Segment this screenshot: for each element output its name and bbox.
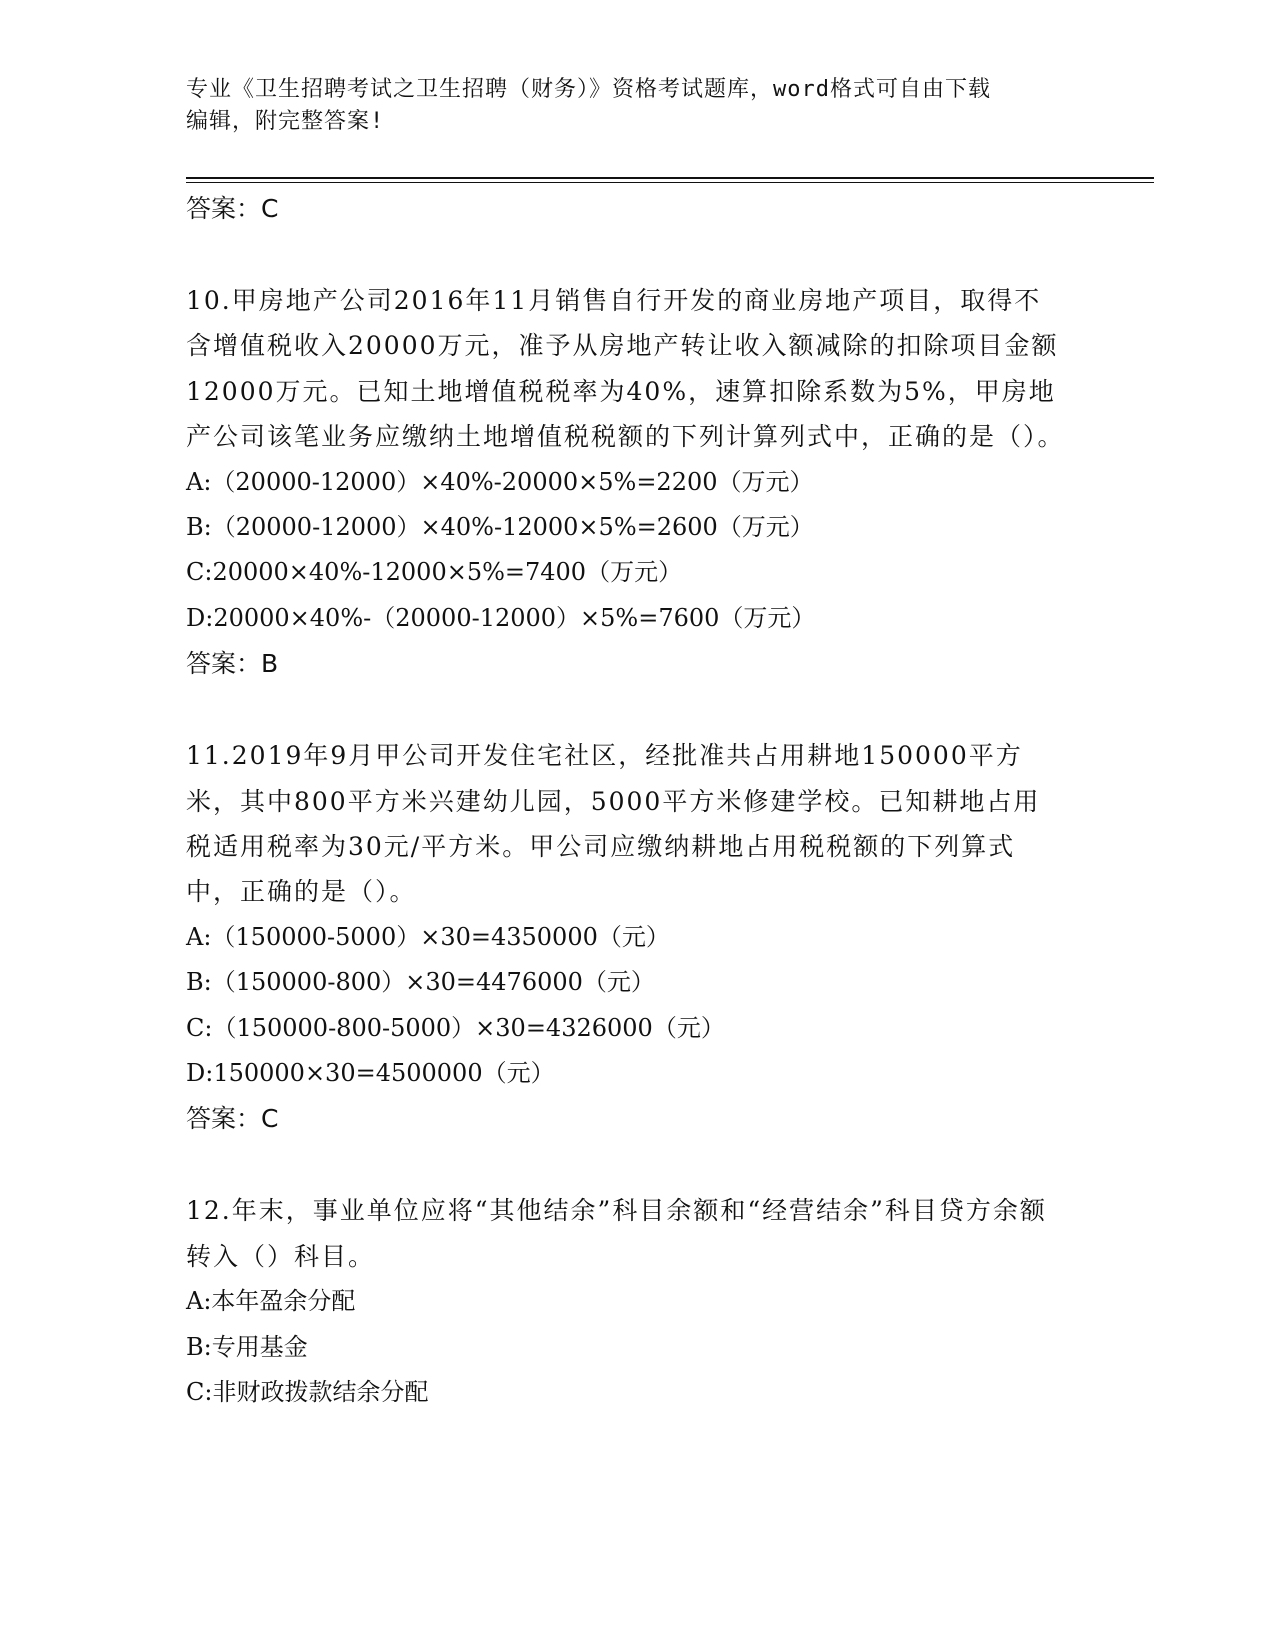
question-11 [186, 733, 1076, 1142]
option-b: B:（20000-12000）×40%-12000×5%=2600（万元） [186, 513, 814, 542]
question-stem: 11.2019年9月甲公司开发住宅社区，经批准共占用耕地150000平方米，其中800平方米兴建幼儿园，5000平方米修建学校。已知耕地占用税适用税率为30元/平方米。甲公司应缴纳耕地占用税税额的下列算式中，正确的是（）。 [186, 741, 1041, 907]
question-answer: 答案：C [186, 1104, 279, 1134]
question-answer: 答案：B [186, 649, 279, 679]
header-rule-thick [186, 177, 1154, 179]
option-a: A:（150000-5000）×30=4350000（元） [186, 922, 670, 951]
option-d: D:150000×30=4500000（元） [186, 1058, 555, 1087]
option-c: C:非财政拨款结余分配 [186, 1377, 429, 1406]
question-10 [186, 278, 1076, 687]
question-stem: 10.甲房地产公司2016年11月销售自行开发的商业房地产项目，取得不含增值税收入20000万元，准予从房地产转让收入额减除的扣除项目金额12000万元。已知土地增值税税率为40%，速算扣除系数为5%，甲房地产公司该笔业务应缴纳土地增值税税额的下列计算列式中，正确的是（）。 [186, 286, 1065, 452]
option-a: A:（20000-12000）×40%-20000×5%=2200（万元） [186, 467, 814, 496]
option-d: D:20000×40%-（20000-12000）×5%=7600（万元） [186, 603, 816, 632]
header-line-2: 编辑，附完整答案! [186, 109, 385, 134]
previous-answer: 答案：C [186, 194, 279, 223]
option-b: B:专用基金 [186, 1332, 308, 1361]
header-rule-thin [186, 182, 1154, 183]
document-header [186, 74, 1066, 138]
header-line-1: 专业《卫生招聘考试之卫生招聘（财务）》资格考试题库，word格式可自由下载 [186, 77, 991, 102]
option-b: B:（150000-800）×30=4476000（元） [186, 968, 655, 997]
document-body [186, 186, 1076, 1415]
question-stem: 12.年末，事业单位应将“其他结余”科目余额和“经营结余”科目贷方余额转入（）科目。 [186, 1196, 1047, 1271]
option-c: C:20000×40%-12000×5%=7400（万元） [186, 558, 683, 587]
option-a: A:本年盈余分配 [186, 1287, 356, 1316]
question-12 [186, 1188, 1076, 1415]
option-c: C:（150000-800-5000）×30=4326000（元） [186, 1013, 725, 1042]
